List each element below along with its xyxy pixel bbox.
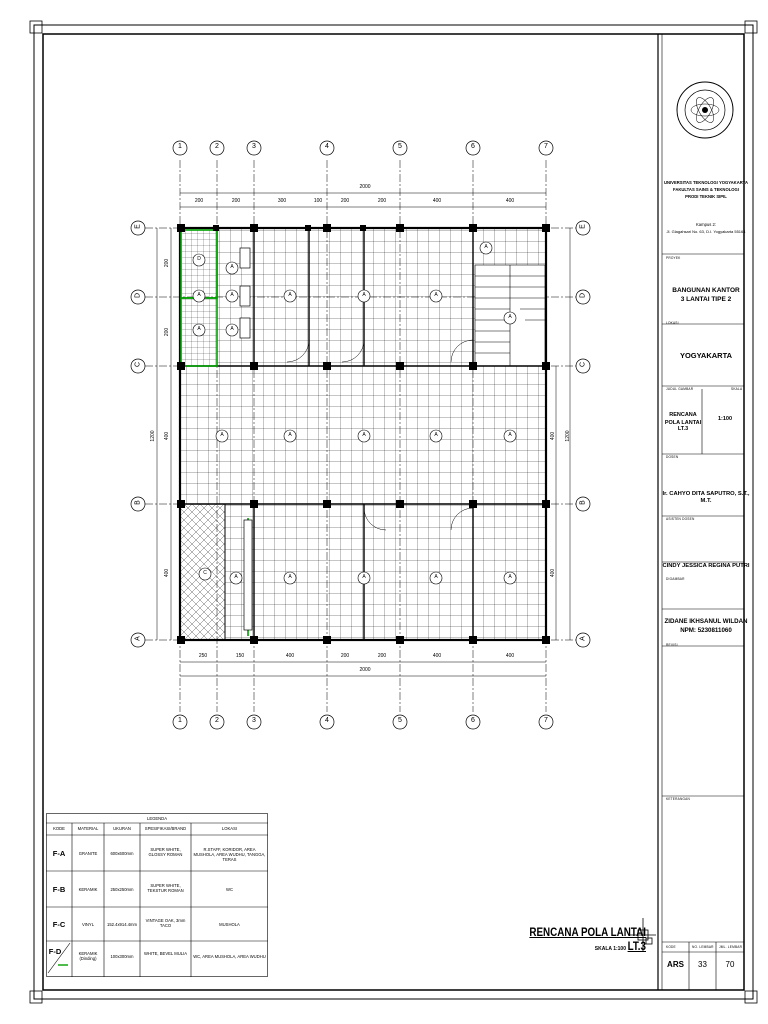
col-label-bottom-3: 3 [252,717,256,724]
dim-left-2: 200 [164,327,170,337]
legend-row-size: 152.4x914.4mm [106,922,138,927]
legend-row-code: F-B [52,885,66,894]
finish-tag: A [362,574,366,580]
legend-row-size: 600x600mm [110,851,134,856]
dim-bottom-2: 150 [235,653,245,659]
finish-tag: A [508,574,512,580]
dim-bottom-5: 200 [377,653,387,659]
finish-tag: A [484,244,488,250]
dim-bottom-1: 250 [198,653,208,659]
label-code: KODE [666,945,676,949]
col-label-top-1: 1 [178,143,182,150]
sheet-total: 70 [725,960,735,969]
finish-tag: A [434,432,438,438]
legend-header-code: KODE [53,826,65,831]
legend-row-code: F-D [48,947,62,956]
dim-top-1: 200 [194,198,204,204]
dim-top-total: 2000 [359,184,371,190]
label-scale: SKALA [731,387,743,391]
legend-row-code: F-A [52,849,66,858]
label-drawing-title: JUDUL GAMBAR [666,387,694,391]
row-label-left-a: A [134,636,142,641]
legend-header-material: MATERIAL [77,826,99,831]
legend-row-code: F-C [52,920,66,929]
col-label-top-7: 7 [544,143,548,150]
legend-title: LEGENDA [146,816,167,821]
legend-header-size: UKURAN [113,826,131,831]
label-revision: REVISI [666,643,678,647]
finish-tag: A [508,314,512,320]
label-sheet-no: NO. LEMBAR [692,945,714,949]
label-location: LOKASI [666,321,679,325]
legend-row-location: R.STAFF, KORIDOR, AREA MUSHOLA, AREA WUDHU, TANGGA, TERAS [193,847,266,863]
dim-bottom-total: 2000 [359,667,371,673]
row-label-right-a: A [579,636,587,641]
project-line1: BANGUNAN KANTOR [672,287,740,294]
finish-tag: A [230,326,234,332]
dim-right-2: 400 [550,568,556,578]
project-line2: 3 LANTAI TIPE 2 [680,296,732,303]
col-label-top-5: 5 [398,143,402,150]
finish-tag: A [220,432,224,438]
legend-row-material: KERAMIK [78,887,98,892]
dim-left-3: 400 [164,431,170,441]
finish-tag: C [203,570,207,576]
scale-value: 1:100 [717,416,733,422]
legend-row-location: WC [226,887,233,892]
drawing-title: RENCANA POLA LANTAI LT.3 [529,925,646,953]
drafter-name: ZIDANE IKHSANUL WILDAN [664,618,748,625]
finish-tag: D [197,256,201,262]
legend-row-spec: SUPER WHITE, TEKSTUR ROMAN [147,883,184,894]
finish-tag: A [362,292,366,298]
label-lecturer: DOSEN [666,455,679,459]
legend-row-material: VINYL [81,922,95,927]
dim-top-7: 400 [432,198,442,204]
dim-right-1: 400 [550,431,556,441]
legend-header-spec: SPESIFIKASI/BRAND [144,826,187,831]
location-value: YOGYAKARTA [679,351,733,360]
finish-tag: A [288,574,292,580]
dim-top-3: 300 [277,198,287,204]
col-label-bottom-6: 6 [471,717,475,724]
row-label-right-c: C [579,361,587,368]
drawing-title-line1: RENCANA [669,412,697,418]
legend-row-spec: VINTAGE OAK, 3mm TACO [145,918,186,929]
sheet-code: ARS [667,960,684,969]
finish-tag: A [508,432,512,438]
assistant-name: CINDY JESSICA REGINA PUTRI [662,563,750,569]
dim-bottom-7: 400 [505,653,515,659]
col-label-top-3: 3 [252,143,256,150]
university-name: UNIVERSITAS TEKNOLOGI YOGYAKARTA [663,180,749,185]
dim-left-1: 200 [164,258,170,268]
dim-left-4: 400 [164,568,170,578]
university-seal-logo [676,54,734,166]
finish-tag: A [197,326,201,332]
row-label-right-e: E [579,224,587,229]
dim-top-6: 200 [377,198,387,204]
campus-address: Jl. Glagahsari No. 63, D.I. Yogyakarta 55164 [666,229,746,234]
col-label-bottom-7: 7 [544,717,548,724]
finish-tag: A [434,574,438,580]
row-label-right-b: B [579,500,587,505]
finish-tag: A [230,292,234,298]
col-label-bottom-5: 5 [398,717,402,724]
finish-tag: A [234,574,238,580]
drawing-scale: SKALA 1:100 [594,946,626,952]
drafter-npm: NPM: 5230811060 [680,627,732,634]
dim-bottom-4: 200 [340,653,350,659]
legend-header-location: LOKASI [221,826,238,831]
legend-row-material: KERAMIK (Dinding) [78,951,98,962]
title-block-frame [662,34,744,990]
label-sheet-count: JML. LEMBAR [719,945,743,949]
col-label-top-6: 6 [471,143,475,150]
campus-label: Kampus 2: [695,222,717,227]
legend-row-spec: SUPER WHITE, GLOSSY ROMAN [148,847,183,858]
legend-row-spec: WHITE, BEVEL MULIA [143,951,188,956]
finish-tag: A [230,264,234,270]
dim-bottom-6: 400 [432,653,442,659]
section-marker-icon [630,918,656,952]
dim-bottom-3: 400 [285,653,295,659]
dim-top-2: 200 [231,198,241,204]
label-assistant: ASISTEN DOSEN [666,517,695,521]
col-label-top-4: 4 [325,143,329,150]
drawing-title-line2: POLA LANTAI LT.3 [664,420,702,432]
finish-tag: A [197,292,201,298]
col-label-bottom-1: 1 [178,717,182,724]
legend-row-size: 100x300mm [110,954,134,959]
program-name: PRODI TEKNIK SIPIL [685,194,727,199]
dim-right-total: 1200 [565,430,571,442]
row-label-left-d: D [134,292,142,299]
finish-tag: A [288,292,292,298]
row-label-right-d: D [579,292,587,299]
faculty-name: FAKULTAS SAINS & TEKNOLOGI [673,187,739,192]
finish-tag: A [434,292,438,298]
lecturer-name: Ir. CAHYO DITA SAPUTRO, S.T., M.T. [662,491,750,505]
col-label-bottom-2: 2 [215,717,219,724]
dim-left-total: 1200 [150,430,156,442]
col-label-bottom-4: 4 [325,717,329,724]
legend-row-location: MUSHOLA [219,922,240,927]
dim-top-4: 100 [313,198,323,204]
sheet-number: 33 [698,960,707,969]
legend-row-size: 250x250mm [110,887,134,892]
row-label-left-c: C [134,361,142,368]
label-notes: KETERANGAN [666,797,690,801]
finish-tag: A [288,432,292,438]
legend-row-location: WC, AREA MUSHOLA, AREA WUDHU [193,954,266,959]
dim-top-8: 400 [505,198,515,204]
label-project: PROYEK [666,256,681,260]
label-drafter: DIGAMBAR [666,577,685,581]
finish-tag: A [362,432,366,438]
dim-top-5: 200 [340,198,350,204]
legend-row-material: GRANITE [78,851,98,856]
row-label-left-e: E [134,224,142,229]
col-label-top-2: 2 [215,143,219,150]
row-label-left-b: B [134,500,142,505]
